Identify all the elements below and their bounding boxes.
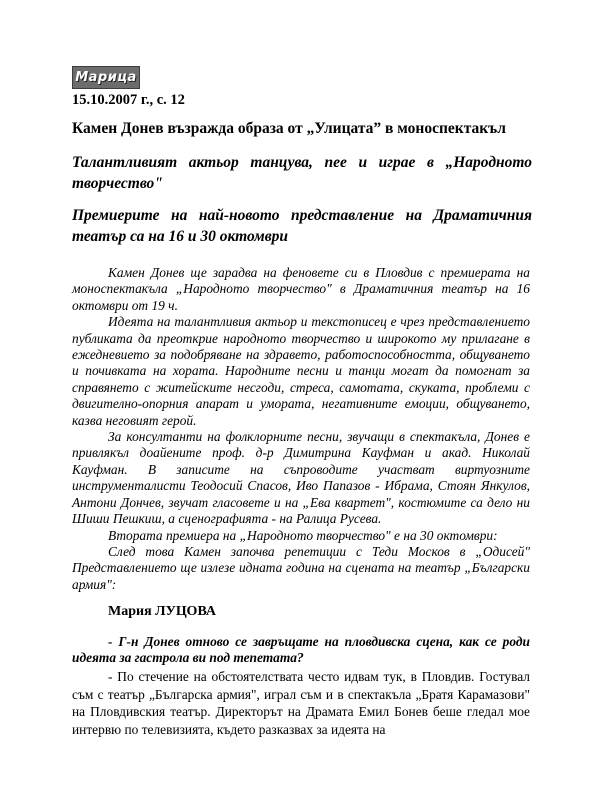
body-paragraph: За консултанти на фолклорните песни, звучащи в спектакъла, Донев е привлякъл доайените проф. д-р Димитрина Кауфман и акад. Николай Кауфман. В записите на съпроводите участват виртуозните инструменталисти Теодосий Спасов, Иво Папазов - Ибрама, Стоян Янкулов, Антони Дончев, звучат гласовете и на „Ева квартет", костюмите са дело ни Шиши Пешкиш, а сценографията - на Ралица Русева. (72, 429, 530, 527)
body-paragraph: Втората премиера на „Народното творчество" е на 30 октомври: (108, 527, 498, 543)
article-subheadline-2: Премиерите на най-новото представление на Драматичния театър са на 16 и 30 октомври (72, 207, 532, 245)
date-line: 15.10.2007 г., с. 12 (72, 92, 185, 108)
interview-answer: - По стечение на обстоятелствата често идвам тук, в Пловдив. Гостувал съм с театър „Българска армия", играл съм и в спектакъла „Братя Карамазови" на Пловдивския театър. Директорът на Драмата Емил Бонев беше гледал мое интервю по телевизията, където разказвах за идеята на (72, 669, 530, 737)
article-subheadline-1: Талантливият актьор танцува, пее и играе в „Народното творчество" (72, 154, 532, 192)
article-body (72, 265, 530, 593)
logo-text: Марица (75, 70, 137, 85)
body-paragraph: Камен Донев ще зарадва на феновете си в Пловдив с премиерата на моноспектакъла „Народното творчество" в Драматичния театър на 16 октомври от 19 ч. (72, 265, 530, 313)
interview-question: - Г-н Донев отново се завръщате на пловдивска сцена, как се роди идеята за гастрола ви под тепетата? (72, 634, 530, 666)
body-paragraph: Идеята на талантливия актьор и текстописец е чрез представлението публиката да преоткрие народното творчество и широкото му прилагане в ежедневието за подобряване на здравето, работоспособността, общуването и почивката на хората. Народните песни и танци могат да помогнат за справянето с житейските несгоди, стреса, самотата, скуката, проблеми с двигително-опорния апарат и умората, негативните емоции, общуването, казва неговият герой. (72, 314, 530, 428)
body-paragraph: След това Камен започва репетиции с Теди Москов в „Одисей" Представлението ще излезе идната година на сцената на театър „Български армия": (72, 543, 530, 592)
newspaper-logo (72, 66, 140, 89)
article-headline: Камен Донев възражда образа от „Улицата” в моноспектакъл (72, 120, 506, 137)
author-name: Мария ЛУЦОВА (108, 604, 217, 619)
